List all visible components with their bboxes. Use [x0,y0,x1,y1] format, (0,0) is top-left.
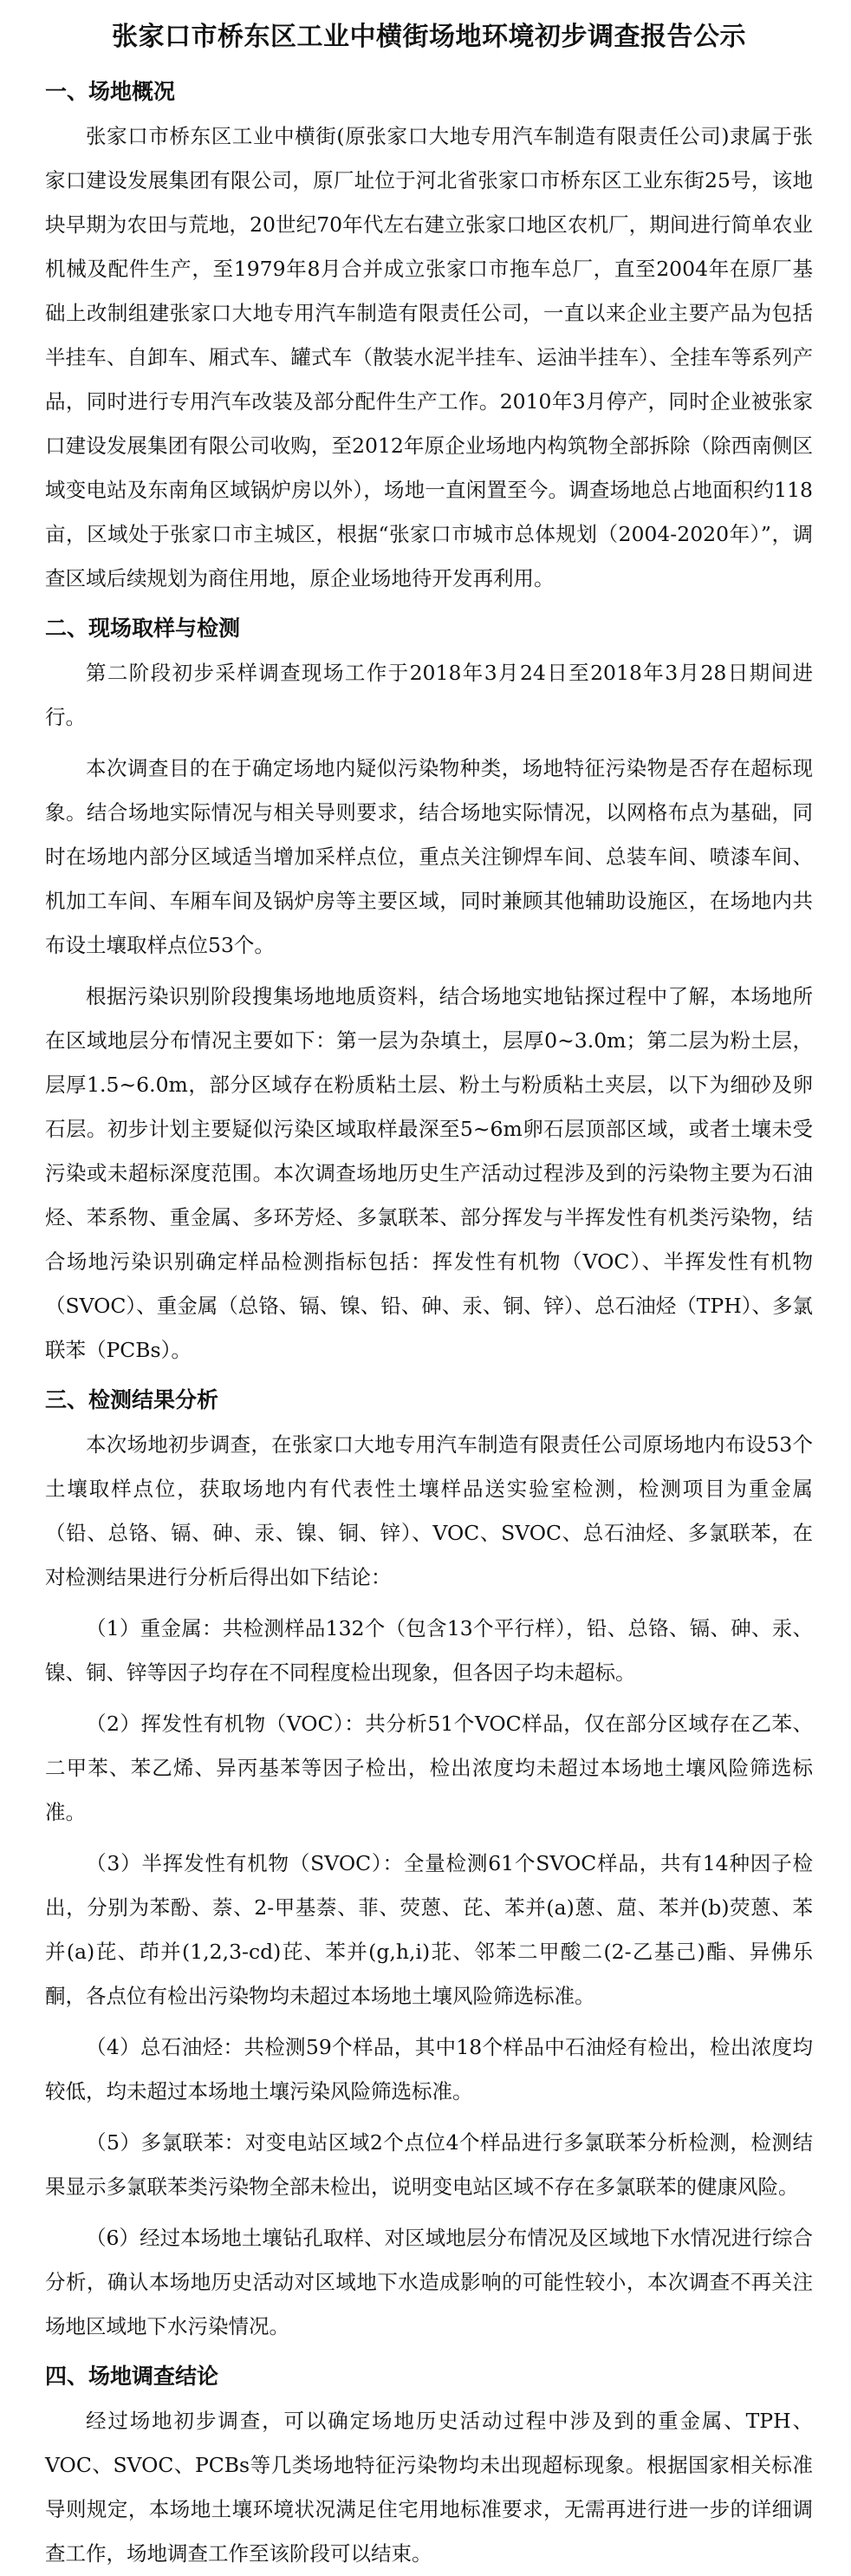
section-site-overview [45,71,813,601]
result-item-heavy-metals: （1）重金属：共检测样品132个（包含13个平行样），铅、总铬、镉、砷、汞、镍、铜、锌等因子均存在不同程度检出现象，但各因子均未超标。 [45,1616,813,1685]
section-heading: 一、场地概况 [45,79,176,104]
result-item-tph: （4）总石油烃：共检测59个样品，其中18个样品中石油烃有检出，检出浓度均较低，均未超过本场地土壤污染风险筛选标准。 [45,2035,813,2103]
paragraph: 根据污染识别阶段搜集场地地质资料，结合场地实地钻探过程中了解，本场地所在区域地层分布情况主要如下：第一层为杂填土，层厚0~3.0m；第二层为粉土层，层厚1.5~6.0m，部分区域存在粉质粘土层、粉土与粉质粘土夹层，以下为细砂及卵石层。初步计划主要疑似污染区域取样最深至5~6m卵石层顶部区域，或者土壤未受污染或未超标深度范围。本次调查场地历史生产活动过程涉及到的污染物主要为石油烃、苯系物、重金属、多环芳烃、多氯联苯、部分挥发与半挥发性有机类污染物，结合场地污染识别确定样品检测指标包括：挥发性有机物（VOC）、半挥发性有机物（SVOC）、重金属（总铬、镉、镍、铅、砷、汞、铜、锌）、总石油烃（TPH）、多氯联苯（PCBs）。 [45,984,813,1362]
paragraph: 本次调查目的在于确定场地内疑似污染物种类，场地特征污染物是否存在超标现象。结合场地实际情况与相关导则要求，结合场地实际情况，以网格布点为基础，同时在场地内部分区域适当增加采样点位，重点关注铆焊车间、总装车间、喷漆车间、机加工车间、车厢车间及锅炉房等主要区域，同时兼顾其他辅助设施区，在场地内共布设土壤取样点位53个。 [45,756,813,957]
result-item-groundwater: （6）经过本场地土壤钻孔取样、对区域地层分布情况及区域地下水情况进行综合分析，确认本场地历史活动对区域地下水造成影响的可能性较小，本次调查不再关注场地区域地下水污染情况。 [45,2226,813,2338]
section-conclusion [45,2356,813,2576]
paragraph: 张家口市桥东区工业中横街(原张家口大地专用汽车制造有限责任公司)隶属于张家口建设发展集团有限公司，原厂址位于河北省张家口市桥东区工业东街25号，该地块早期为农田与荒地，20世纪70年代左右建立张家口地区农机厂，期间进行简单农业机械及配件生产，至1979年8月合并成立张家口市拖车总厂，直至2004年在原厂基础上改制组建张家口大地专用汽车制造有限责任公司，一直以来企业主要产品为包括半挂车、自卸车、厢式车、罐式车（散装水泥半挂车、运油半挂车）、全挂车等系列产品，同时进行专用汽车改装及部分配件生产工作。2010年3月停产，同时企业被张家口建设发展集团有限公司收购，至2012年原企业场地内构筑物全部拆除（除西南侧区域变电站及东南角区域锅炉房以外），场地一直闲置至今。调查场地总占地面积约118亩，区域处于张家口市主城区，根据“张家口市城市总体规划（2004-2020年）”，调查区域后续规划为商住用地，原企业场地待开发再利用。 [45,124,813,590]
result-item-voc: （2）挥发性有机物（VOC）：共分析51个VOC样品，仅在部分区域存在乙苯、二甲苯、苯乙烯、异丙基苯等因子检出，检出浓度均未超过本场地土壤风险筛选标准。 [45,1712,813,1824]
document-title: 张家口市桥东区工业中横街场地环境初步调查报告公示 [112,22,746,52]
result-item-pcbs: （5）多氯联苯：对变电站区域2个点位4个样品进行多氯联苯分析检测，检测结果显示多氯联苯类污染物全部未检出，说明变电站区域不存在多氯联苯的健康风险。 [45,2130,813,2199]
paragraph: 第二阶段初步采样调查现场工作于2018年3月24日至2018年3月28日期间进行。 [45,661,813,729]
section-results-analysis [45,1379,813,2349]
section-heading: 二、现场取样与检测 [45,616,241,641]
section-heading: 三、检测结果分析 [45,1387,219,1412]
paragraph: 本次场地初步调查，在张家口大地专用汽车制造有限责任公司原场地内布设53个土壤取样点位，获取场地内有代表性土壤样品送实验室检测，检测项目为重金属（铅、总铬、镉、砷、汞、镍、铜、锌）、VOC、SVOC、总石油烃、多氯联苯，在对检测结果进行分析后得出如下结论： [45,1432,813,1589]
section-sampling-testing [45,608,813,1373]
result-item-svoc: （3）半挥发性有机物（SVOC）：全量检测61个SVOC样品，共有14种因子检出，分别为苯酚、萘、2-甲基萘、菲、荧蒽、芘、苯并(a)蒽、䓛、苯并(b)荧蒽、苯并(a)芘、茚并(1,2,3-cd)芘、苯并(g,h,i)苝、邻苯二甲酸二(2-乙基己)酯、异佛乐酮，各点位有检出污染物均未超过本场地土壤风险筛选标准。 [45,1851,813,2008]
paragraph: 经过场地初步调查，可以确定场地历史活动过程中涉及到的重金属、TPH、VOC、SVOC、PCBs等几类场地特征污染物均未出现超标现象。根据国家相关标准导则规定，本场地土壤环境状况满足住宅用地标准要求，无需再进行进一步的详细调查工作，场地调查工作至该阶段可以结束。 [45,2409,813,2566]
section-heading: 四、场地调查结论 [45,2364,219,2389]
